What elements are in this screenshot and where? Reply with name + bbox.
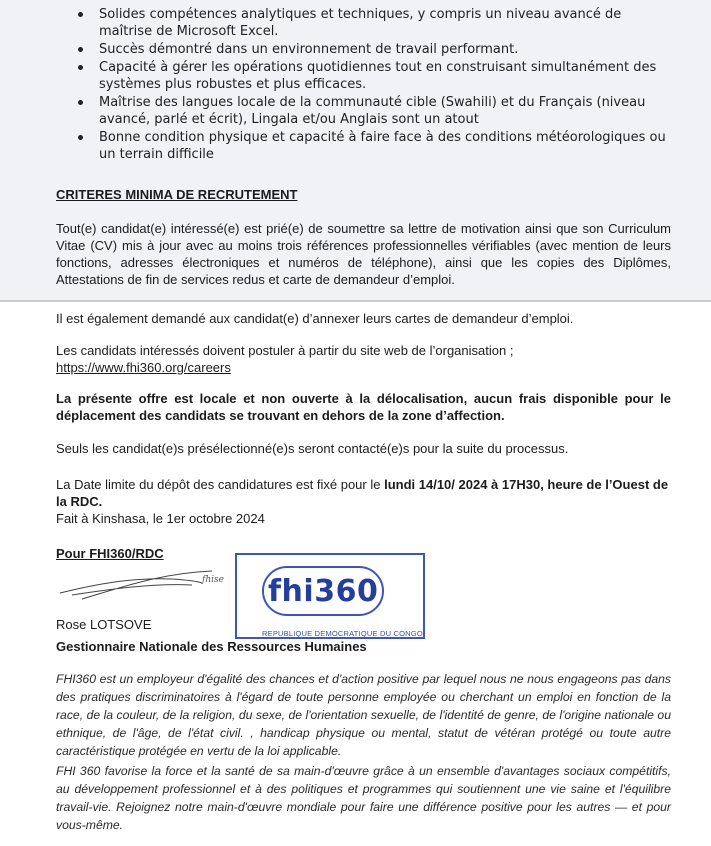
criteria-heading: CRITERES MINIMA DE RECRUTEMENT (56, 187, 298, 202)
signatory-org: Pour FHI360/RDC (56, 546, 164, 561)
bullet-icon (78, 47, 83, 52)
list-item: Succès démontré dans un environnement de travail performant. (56, 41, 676, 58)
bullet-icon (78, 65, 83, 70)
eeo-paragraph: FHI360 est un employeur d'égalité des chances et d'action positive par lequel nous ne nous engageons pas dans des pratiques discriminatoires à l'égard de toute personne employée ou cherchant un emploi en fonction de la race, de la couleur, de la religion, du sexe, de l'orientation sexuelle, de l'identité de genre, de l'origine nationale ou ethnique, de l'âge, de l'état civil. , handicap physique ou mental, statut de vétéran protégé ou toute autre caractéristique protégée en vertu de la loi applicable. (56, 672, 671, 758)
list-item: Bonne condition physique et capacité à faire face à des conditions météorologiques ou un terrain difficile (56, 129, 676, 163)
local-offer-paragraph: La présente offre est locale et non ouverte à la délocalisation, aucun frais disponible pour le déplacement des candidats se trouvant en dehors de la zone d’affection. (56, 391, 671, 423)
signatory-name: Rose LOTSOVE (56, 617, 152, 632)
benefits-paragraph: FHI 360 favorise la force et la santé de sa main-d'œuvre grâce à un ensemble d'avantages sociaux compétitifs, au développement professionnel et à des politiques et programmes qui soutiennent une vie saine et l'équilibre travail-vie. Rejoignez notre main-d'œuvre mondiale pour faire une différence positive pour les autres — et pour vous-même. (56, 764, 671, 832)
signatory-title: Gestionnaire Nationale des Ressources Humaines (56, 639, 367, 654)
list-item: Capacité à gérer les opérations quotidiennes tout en construisant simultanément des systèmes plus robustes et plus efficaces. (56, 59, 676, 93)
stamp-logo: fhi360 (268, 574, 379, 609)
apply-paragraph (56, 342, 671, 376)
careers-link[interactable]: https://www.fhi360.org/careers (56, 360, 231, 375)
list-item: Maîtrise des langues locale de la communauté cible (Swahili) et du Français (niveau avancé, parlé et écrit), Lingala et/ou Anglais sont un atout (56, 94, 676, 128)
bullet-icon (78, 12, 83, 17)
stamp-country: REPUBLIQUE DEMOCRATIQUE DU CONGO (262, 629, 423, 638)
list-item: Solides compétences analytiques et techniques, y compris un niveau avancé de maîtrise de Microsoft Excel. (56, 6, 676, 40)
deadline-date: lundi 14/10/ 2024 à 17H30, heure de l’Ouest de la RDC. (56, 477, 669, 509)
requirements-list (56, 6, 676, 164)
criteria-paragraph: Tout(e) candidat(e) intéressé(e) est prié(e) de soumettre sa lettre de motivation ainsi que son Curriculum Vitae (CV) mis à jour avec au moins trois références professionnelles vérifiables (avec mention de leurs fonctions, adresses électroniques et numéros de téléphone), ainsi que les copies des Diplômes, Attestations de fin de services redus et carte de demandeur d’emploi. (56, 221, 671, 287)
bullet-icon (78, 135, 83, 140)
annex-paragraph: Il est également demandé aux candidat(e) d’annexer leurs cartes de demandeur d’emploi. (56, 311, 574, 326)
place-date: Fait à Kinshasa, le 1er octobre 2024 (56, 511, 265, 526)
signature-scrawl: fhise (202, 575, 224, 585)
signature-icon (52, 563, 252, 603)
bullet-icon (78, 100, 83, 105)
deadline-paragraph (56, 476, 671, 527)
shortlist-paragraph: Seuls les candidat(e)s présélectionné(e)s seront contacté(e)s pour la suite du processus. (56, 441, 569, 456)
deadline-prefix: La Date limite du dépôt des candidatures est fixé pour le (56, 477, 385, 492)
apply-text: Les candidats intéressés doivent postuler à partir du site web de l’organisation ; (56, 343, 514, 358)
scan-page-break (0, 300, 711, 302)
